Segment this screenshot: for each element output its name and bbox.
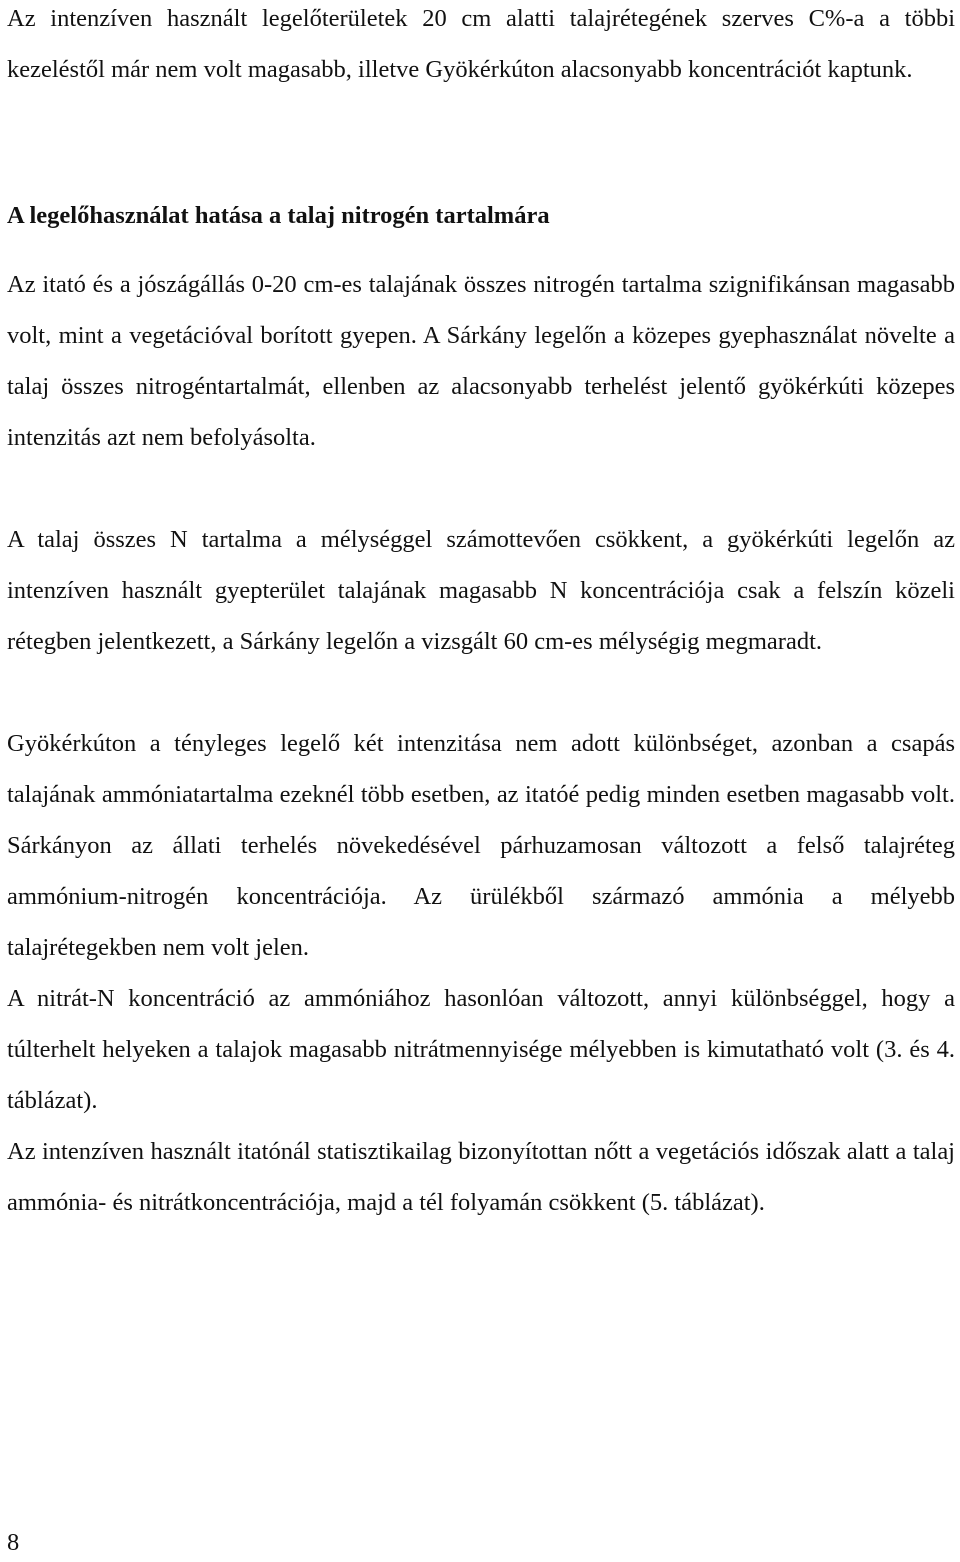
intro-paragraph: Az intenzíven használt legelőterületek 20 cm alatti talajrétegének szerves C%-a a többi kezeléstől már nem volt magasabb, illetve Gyökérkúton alacsonyabb koncentrációt kaptunk.: [7, 5, 955, 83]
paragraph-total-nitrogen: Az itató és a jószágállás 0-20 cm-es talajának összes nitrogén tartalma szignifikánsan magasabb volt, mint a vegetációval borított gyepen. A Sárkány legelőn a közepes gyephasználat növelte a talaj összes nitrogéntartalmát, ellenben az alacsonyabb terhelést jelentő gyökérkúti közepes intenzitás azt nem befolyásolta.: [7, 271, 955, 451]
paragraph-nitrate: A nitrát-N koncentráció az ammóniához hasonlóan változott, annyi különbséggel, hogy a túlterhelt helyeken a talajok magasabb nitrátmennyisége mélyebben is kimutatható volt (3. és 4. táblázat).: [7, 985, 955, 1114]
paragraph-seasonal: Az intenzíven használt itatónál statisztikailag bizonyítottan nőtt a vegetációs időszak alatt a talaj ammónia- és nitrátkoncentrációja, majd a tél folyamán csökkent (5. táblázat).: [7, 1138, 955, 1216]
page-number: 8: [7, 1529, 20, 1556]
section-heading: A legelőhasználat hatása a talaj nitrogén tartalmára: [7, 202, 550, 229]
paragraph-ammonia: Gyökérkúton a tényleges legelő két intenzitása nem adott különbséget, azonban a csapás talajának ammóniatartalma ezeknél több esetben, az itatóé pedig minden esetben magasabb volt. Sárkányon az állati terhelés növekedésével párhuzamosan változott a felső talajréteg ammónium-nitrogén koncentrációja. Az ürülékből származó ammónia a mélyebb talajrétegekben nem volt jelen.: [7, 730, 955, 961]
paragraph-nitrogen-depth: A talaj összes N tartalma a mélységgel számottevően csökkent, a gyökérkúti legelőn az intenzíven használt gyepterület talajának magasabb N koncentrációja csak a felszín közeli rétegben jelentkezett, a Sárkány legelőn a vizsgált 60 cm-es mélységig megmaradt.: [7, 526, 955, 655]
